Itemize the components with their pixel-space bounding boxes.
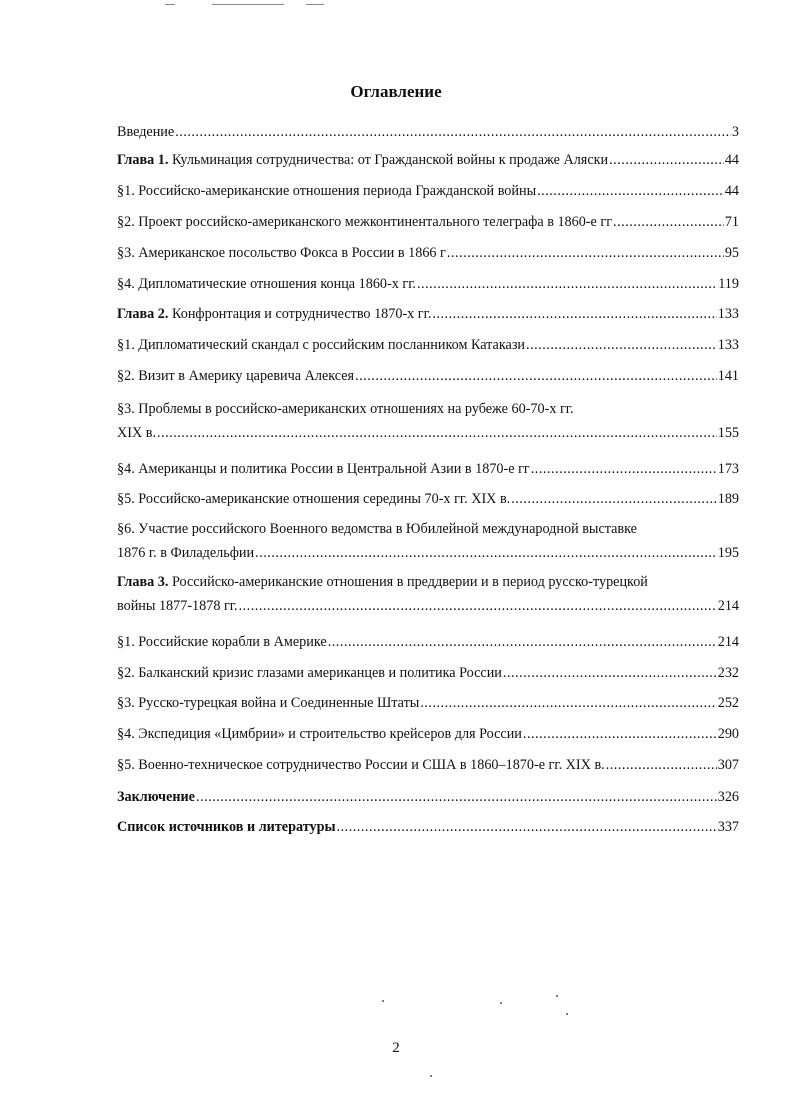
dot-leader: [239, 594, 717, 618]
toc-entry[interactable]: [117, 517, 739, 565]
dot-leader: [503, 661, 717, 685]
toc-entry-line: [117, 302, 739, 326]
dot-leader: [606, 753, 717, 777]
scan-mark: [212, 4, 284, 5]
dot-leader: [447, 241, 724, 265]
dot-leader: [337, 815, 717, 839]
dot-leader: [531, 457, 717, 481]
toc-entry-label: §4. Американцы и политика России в Центральной Азии в 1870-е гг: [117, 461, 530, 477]
toc-entry-page: 290: [717, 726, 739, 742]
toc-entry-bold-label: Список источников и литературы: [117, 819, 336, 835]
toc-entry-page: 133: [717, 306, 739, 322]
toc-entry-page: 44: [724, 183, 739, 199]
toc-entry-text: [117, 148, 608, 172]
toc-entry[interactable]: [117, 785, 739, 809]
dot-leader: [537, 179, 724, 203]
dot-leader: [420, 691, 716, 715]
toc-entry-line: [117, 333, 739, 357]
toc-entry-text: [117, 457, 530, 481]
toc-entry-line: [117, 272, 739, 296]
toc-entry-continuation: 1876 г. в Филадельфии: [117, 545, 255, 561]
toc-entry-line: [117, 661, 739, 685]
toc-entry-continuation: XIX в.: [117, 425, 157, 441]
toc-entry[interactable]: [117, 120, 739, 144]
toc-entry-text: [117, 333, 525, 357]
toc-entry-text: [117, 594, 238, 618]
dot-leader: [432, 302, 716, 326]
dot-leader: [255, 541, 717, 565]
toc-entry-label: §2. Визит в Америку царевича Алексея: [117, 368, 355, 384]
toc-entry-text: [117, 815, 336, 839]
toc-entry-label: §4. Дипломатические отношения конца 1860-х гг.: [117, 276, 416, 292]
scan-speck: [382, 1000, 384, 1002]
toc-entry-text: [117, 272, 416, 296]
toc-entry-page: 95: [724, 245, 739, 261]
toc-entry-text: [117, 753, 605, 777]
toc-entry-label: §2. Проект российско-американского межконтинентального телеграфа в 1860-е гг: [117, 214, 613, 230]
toc-entry-line: [117, 630, 739, 654]
toc-entry-line: [117, 148, 739, 172]
toc-entry-text: [117, 691, 419, 715]
toc-entry[interactable]: [117, 661, 739, 685]
toc-entry-page: 141: [717, 368, 739, 384]
toc-entry-bold-label: Глава 2.: [117, 306, 169, 322]
toc-entry-page: 44: [724, 152, 739, 168]
dot-leader: [613, 210, 724, 234]
toc-entry-line: [117, 487, 739, 511]
toc-entry-label: §3. Проблемы в российско-американских отношениях на рубеже 60-70-х гг.: [117, 401, 574, 417]
dot-leader: [511, 487, 717, 511]
toc-entry-page: 155: [717, 425, 739, 441]
toc-entry-page: 3: [731, 124, 739, 140]
toc-entry-page: 214: [717, 634, 739, 650]
toc-entry[interactable]: [117, 457, 739, 481]
toc-entry-text: [117, 179, 536, 203]
toc-entry-line: [117, 364, 739, 388]
toc-entry-label: §3. Русско-турецкая война и Соединенные Штаты: [117, 695, 420, 711]
toc-entry[interactable]: [117, 302, 739, 326]
toc-entry-page: 119: [718, 276, 739, 292]
scan-mark: [306, 4, 324, 5]
toc-entry[interactable]: [117, 570, 739, 618]
toc-entry-line: [117, 179, 739, 203]
toc-entry[interactable]: [117, 753, 739, 777]
toc-entry-text: [117, 722, 522, 746]
toc-entry-continuation: войны 1877-1878 гг.: [117, 598, 238, 614]
toc-entry-label: §5. Военно-техническое сотрудничество России и США в 1860–1870-е гг. XIX в.: [117, 757, 605, 773]
toc-entry-label: §2. Балканский кризис глазами американцев и политика России: [117, 665, 502, 681]
toc-entry[interactable]: [117, 210, 739, 234]
toc-entry-text: [117, 785, 195, 809]
toc-entry-text: [117, 421, 156, 445]
toc-entry-label: §5. Российско-американские отношения середины 70-х гг. XIX в.: [117, 491, 511, 507]
toc-entry-label: §3. Американское посольство Фокса в России в 1866 г: [117, 245, 446, 261]
toc-entry-label: Кульминация сотрудничества: от Гражданской войны к продаже Аляски: [168, 152, 609, 168]
toc-entry[interactable]: [117, 397, 739, 445]
toc-entry-text: [117, 120, 174, 144]
toc-entry-page: 232: [717, 665, 739, 681]
toc-entry-label: §1. Российско-американские отношения периода Гражданской войны: [117, 183, 537, 199]
dot-leader: [175, 120, 731, 144]
toc-entry-page: 337: [717, 819, 739, 835]
toc-entry-first-line: [117, 397, 739, 421]
toc-entry[interactable]: [117, 241, 739, 265]
page-number: 2: [392, 1040, 400, 1056]
dot-leader: [523, 722, 717, 746]
toc-entry-page: 133: [717, 337, 739, 353]
scan-mark: [165, 4, 175, 5]
toc-entry-page: 195: [717, 545, 739, 561]
toc-entry-page: 71: [724, 214, 739, 230]
toc-entry-page: 326: [717, 789, 739, 805]
toc-entry-page: 214: [717, 598, 739, 614]
scan-speck: [566, 1013, 568, 1015]
dot-leader: [417, 272, 717, 296]
toc-entry-label: Введение: [117, 124, 175, 140]
toc-entry-line: [117, 785, 739, 809]
toc-entry-bold-label: Глава 3.: [117, 574, 169, 590]
toc-entry-label: Конфронтация и сотрудничество 1870-х гг.: [168, 306, 432, 322]
toc-entry-line: [117, 210, 739, 234]
toc-entry-first-line: [117, 570, 739, 594]
scan-speck: [500, 1002, 502, 1004]
toc-entry-text: [117, 364, 354, 388]
toc-entry-line: [117, 120, 739, 144]
toc-entry-text: [117, 487, 510, 511]
toc-entry-page: 307: [717, 757, 739, 773]
toc-entry-label: §1. Дипломатический скандал с российским посланником Катакази: [117, 337, 526, 353]
toc-entry[interactable]: [117, 691, 739, 715]
toc-entry-line: [117, 594, 739, 618]
toc-entry[interactable]: [117, 364, 739, 388]
toc-entry-line: [117, 421, 739, 445]
toc-entry-text: [117, 661, 502, 685]
toc-entry[interactable]: [117, 722, 739, 746]
toc-entry-page: 252: [717, 695, 739, 711]
toc-entry[interactable]: [117, 179, 739, 203]
toc-entry-first-line: [117, 517, 739, 541]
toc-entry-page: 173: [717, 461, 739, 477]
toc-entry-label: Российско-американские отношения в преддверии и в период русско-турецкой: [168, 574, 648, 590]
toc-entry[interactable]: [117, 272, 739, 296]
toc-entry-label: §6. Участие российского Военного ведомства в Юбилейной международной выставке: [117, 521, 637, 537]
toc-entry-line: [117, 457, 739, 481]
page-title: Оглавление: [350, 82, 442, 101]
dot-leader: [196, 785, 717, 809]
dot-leader: [609, 148, 724, 172]
toc-entry-line: [117, 722, 739, 746]
toc-entry[interactable]: [117, 333, 739, 357]
toc-entry-bold-label: Заключение: [117, 789, 195, 805]
toc-entry[interactable]: [117, 148, 739, 172]
scan-speck: [430, 1075, 432, 1077]
toc-entry-line: [117, 753, 739, 777]
toc-entry[interactable]: [117, 630, 739, 654]
dot-leader: [526, 333, 717, 357]
toc-entry-text: [117, 302, 431, 326]
toc-entry-label: §1. Российские корабли в Америке: [117, 634, 327, 650]
toc-entry-page: 189: [717, 491, 739, 507]
toc-entry-text: [117, 630, 327, 654]
toc-entry-line: [117, 241, 739, 265]
toc-entry-line: [117, 815, 739, 839]
toc-entry-line: [117, 691, 739, 715]
scan-speck: [556, 995, 558, 997]
toc-entry-text: [117, 210, 612, 234]
toc-entry[interactable]: [117, 487, 739, 511]
dot-leader: [355, 364, 717, 388]
toc-entry-text: [117, 241, 446, 265]
dot-leader: [328, 630, 717, 654]
toc-entry-line: [117, 541, 739, 565]
toc-entry-label: §4. Экспедиция «Цимбрии» и строительство крейсеров для России: [117, 726, 522, 742]
toc-entry-bold-label: Глава 1.: [117, 152, 169, 168]
dot-leader: [157, 421, 717, 445]
toc-entry-text: [117, 541, 254, 565]
toc-entry[interactable]: [117, 815, 739, 839]
